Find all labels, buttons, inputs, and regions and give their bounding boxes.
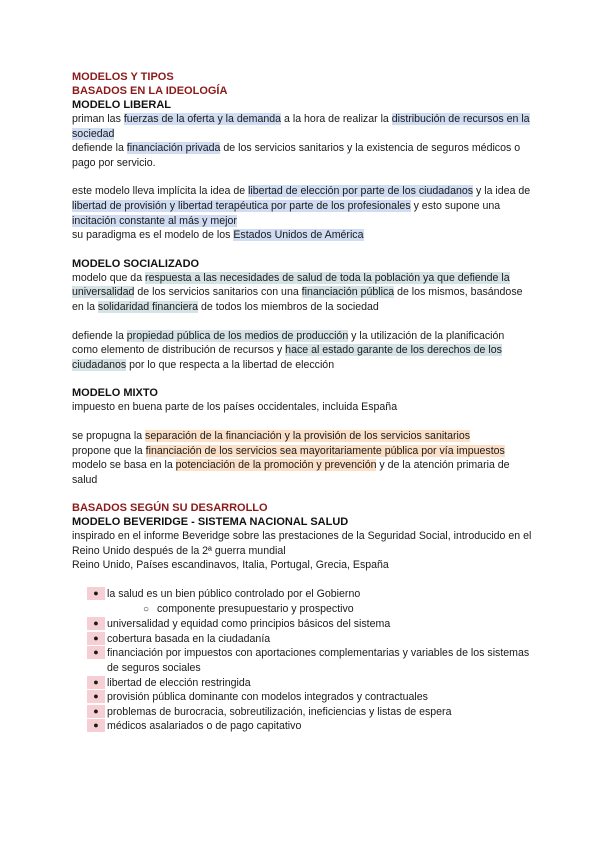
list-item: ● financiación por impuestos con aportaciones complementarias y variables de los sistemas de seguros sociales: [87, 646, 532, 675]
bullet-icon: ●: [87, 617, 105, 630]
mixto-paragraph-1: impuesto en buena parte de los países occidentales, incluida España: [72, 401, 398, 414]
heading-modelo-socializado: MODELO SOCIALIZADO: [72, 257, 200, 270]
document-page: [72, 70, 532, 734]
document-title: MODELOS Y TIPOS: [72, 71, 174, 83]
section-heading-ideologia: BASADOS EN LA IDEOLOGÍA: [72, 85, 228, 97]
sub-bullet-list: [107, 602, 532, 618]
beveridge-paragraph-2: Reino Unido, Países escandinavos, Italia, Portugal, Grecia, España: [72, 559, 389, 572]
bullet-icon: ●: [87, 705, 105, 718]
liberal-paragraph-3: este modelo lleva implícita la idea de libertad de elección por parte de los ciudadanos y la idea de libertad de provisión y libertad terapéutica por parte de los profesionales y esto supone una incitación constante al más y mejor: [72, 185, 531, 227]
bullet-icon: ●: [87, 676, 105, 689]
circle-bullet-icon: ○: [143, 603, 150, 615]
socializado-paragraph-1: modelo que da respuesta a las necesidades de salud de toda la población ya que defiende la universalidad de los servicios sanitarios con una financiación pública de los mismos, basándose en la solidaridad financiera de todos los miembros de la sociedad: [72, 271, 523, 313]
beveridge-paragraph-1: inspirado en el informe Beveridge sobre las prestaciones de la Seguridad Social, introducido en el Reino Unido después de la 2ª guerra mundial: [72, 530, 532, 557]
list-item: ● médicos asalariados o de pago capitativo: [87, 719, 532, 734]
heading-modelo-beveridge: MODELO BEVERIDGE - SISTEMA NACIONAL SALUD: [72, 516, 349, 529]
list-item: ● cobertura basada en la ciudadanía: [87, 632, 532, 647]
liberal-paragraph-2: defiende la financiación privada de los servicios sanitarios y la existencia de seguros médicos o pago por servicio.: [72, 142, 521, 169]
mixto-paragraph-4: modelo se basa en la potenciación de la promoción y prevención y de la atención primaria de salud: [72, 459, 510, 486]
bullet-icon: ●: [87, 719, 105, 732]
list-item: ● universalidad y equidad como principios básicos del sistema: [87, 617, 532, 632]
socializado-paragraph-2: defiende la propiedad pública de los medios de producción y la utilización de la planificación como elemento de distribución de recursos y hace al estado garante de los derechos de los ciudadanos por lo que respecta a la libertad de elección: [72, 329, 505, 371]
list-item: ● problemas de burocracia, sobreutilización, ineficiencias y listas de espera: [87, 705, 532, 720]
heading-modelo-liberal: MODELO LIBERAL: [72, 99, 171, 111]
bullet-icon: ●: [87, 646, 105, 659]
mixto-paragraph-2: se propugna la separación de la financiación y la provisión de los servicios sanitarios: [72, 429, 471, 442]
list-item: ● provisión pública dominante con modelos integrados y contractuales: [87, 690, 532, 705]
section-heading-desarrollo: BASADOS SEGÚN SU DESARROLLO: [72, 502, 268, 515]
heading-modelo-mixto: MODELO MIXTO: [72, 387, 158, 400]
list-item: ○ componente presupuestario y prospectivo: [143, 602, 532, 618]
bullet-icon: ●: [87, 632, 105, 645]
liberal-paragraph-1: priman las fuerzas de la oferta y la demanda a la hora de realizar la distribución de recursos en la sociedad: [72, 113, 530, 140]
bullet-icon: ●: [87, 690, 105, 703]
bullet-icon: ●: [87, 587, 105, 600]
list-item: ● la salud es un bien público controlado por el Gobierno ○ componente presupuestario y prospectivo: [87, 587, 532, 617]
liberal-paragraph-4: su paradigma es el modelo de los Estados Unidos de América: [72, 229, 364, 242]
beveridge-bullet-list: [72, 587, 532, 734]
list-item: ● libertad de elección restringida: [87, 676, 532, 691]
mixto-paragraph-3: propone que la financiación de los servicios sea mayoritariamente pública por vía impuestos: [72, 444, 505, 457]
